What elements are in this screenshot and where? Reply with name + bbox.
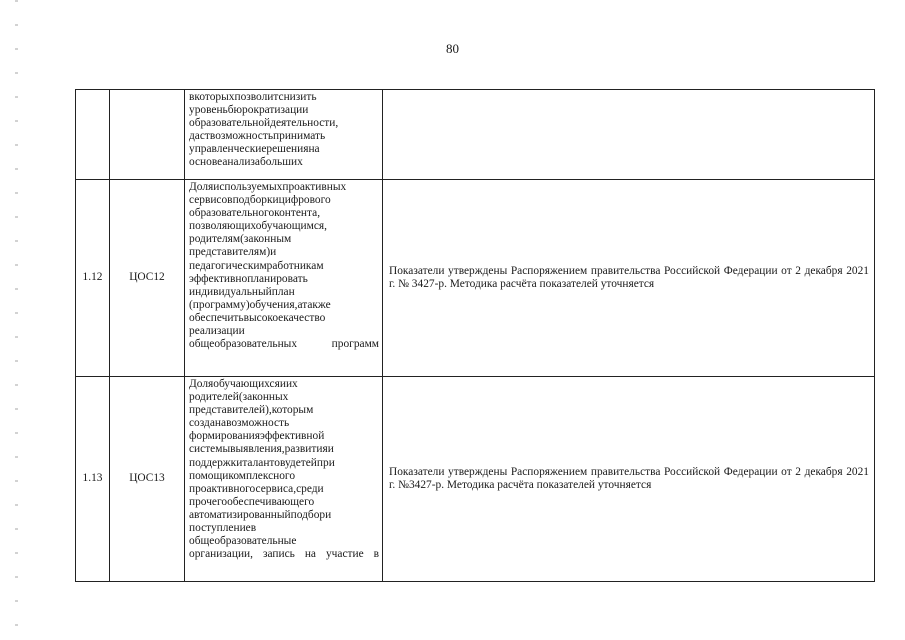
table-row (76, 90, 875, 180)
indicator-code: ЦОС13 (110, 377, 185, 582)
description-line: уровеньбюрократизации (189, 104, 309, 117)
indicator-note: Показатели утверждены Распоряжением правительства Российской Федерации от 2 декабря 2021 г. №3427-р. Методика расчёта показателей уточняется (383, 377, 875, 582)
description-line: организации, запись на участие в (189, 548, 379, 561)
description-line: родителям(законным (189, 233, 292, 246)
description-line: общеобразовательных программ (189, 338, 379, 351)
description-line: основеанализабольших (189, 156, 303, 169)
description-line: позволяющихобучающимся, (189, 220, 327, 233)
description-line: представителей),которым (189, 404, 314, 417)
description-line: сервисовподборкицифрового (189, 194, 331, 207)
description-line: образовательнойдеятельности, (189, 117, 339, 130)
description-line: формированияэффективной (189, 430, 325, 443)
indicator-description (185, 180, 383, 377)
binding-margin-marks (15, 0, 18, 640)
indicators-table (75, 89, 875, 582)
description-line: системывыявления,развитияи (189, 443, 334, 456)
row-number: 1.13 (76, 377, 110, 582)
description-line: эффективнопланировать (189, 272, 308, 285)
description-line: автоматизированныйподбори (189, 508, 332, 521)
description-line: Доляиспользуемыхпроактивных (189, 181, 347, 193)
table-row (76, 180, 875, 377)
table-body (76, 90, 875, 582)
row-number: 1.12 (76, 180, 110, 377)
description-line: даствозможностьпринимать (189, 130, 326, 143)
row-number (76, 90, 110, 180)
indicator-code (110, 90, 185, 180)
description-line: проактивногосервиса,среди (189, 482, 324, 495)
description-line: индивидуальныйплан (189, 285, 295, 298)
description-line: реализации (189, 325, 245, 338)
indicator-description (185, 90, 383, 180)
indicator-note (383, 90, 875, 180)
description-line: Доляобучающихсяиих (189, 378, 298, 390)
description-line: родителей(законных (189, 391, 289, 404)
indicator-description (185, 377, 383, 582)
description-line: поддержкиталантовудетейпри (189, 456, 335, 469)
description-line: созданавозможность (189, 417, 290, 430)
description-line: обеспечитьвысокоекачество (189, 311, 326, 324)
description-line: образовательногоконтента, (189, 207, 321, 220)
indicator-note: Показатели утверждены Распоряжением правительства Российской Федерации от 2 декабря 2021 г. № 3427-р. Методика расчёта показателей уточняется (383, 180, 875, 377)
description-line: прочегообеспечивающего (189, 495, 315, 508)
description-line: помощикомплексного (189, 469, 296, 482)
description-line: поступлениев (189, 522, 257, 535)
description-line: (программу)обучения,атакже (189, 298, 331, 311)
table-row (76, 377, 875, 582)
description-line: общеобразовательные (189, 535, 297, 548)
description-line: представителям)и (189, 246, 277, 259)
indicator-code: ЦОС12 (110, 180, 185, 377)
description-line: вкоторыхпозволитснизить (189, 91, 317, 103)
description-line: управленческиерешенияна (189, 143, 320, 156)
page-number: 80 (446, 41, 459, 56)
description-line: педагогическимработникам (189, 259, 324, 272)
